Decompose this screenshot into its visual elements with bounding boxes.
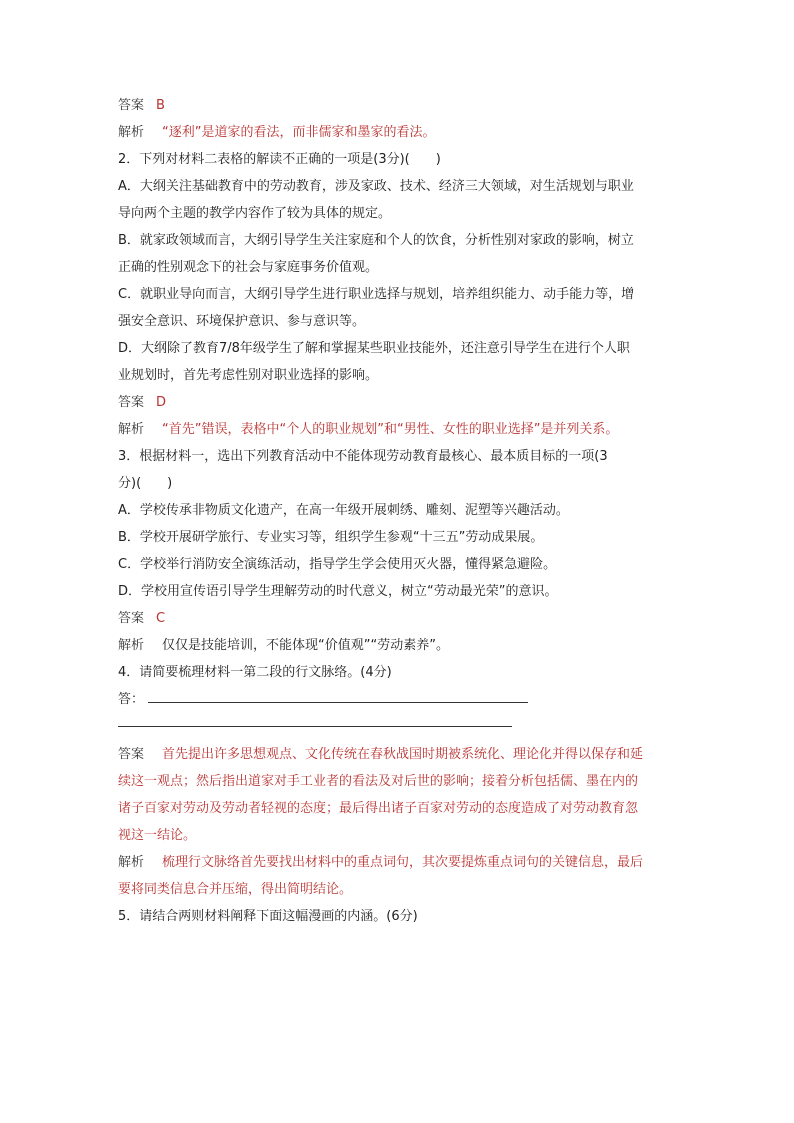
q2-stem: 2．下列对材料二表格的解读不正确的一项是(3分)( ) bbox=[118, 152, 441, 167]
analysis-label: 解析 bbox=[118, 422, 145, 437]
q3-option-c: C．学校举行消防安全演练活动，指导学生学会使用灭火器，懂得紧急避险。 bbox=[118, 557, 557, 572]
answer-label: 答案 bbox=[118, 611, 145, 626]
q3-stem-line1: 3．根据材料一，选出下列教育活动中不能体现劳动教育最核心、最本质目标的一项(3 bbox=[118, 449, 608, 464]
analysis-text: “逐利”是道家的看法，而非儒家和墨家的看法。 bbox=[162, 125, 436, 140]
q4-stem: 4．请简要梳理材料一第二段的行文脉络。(4分) bbox=[118, 665, 392, 680]
q2-option-a-line2: 导向两个主题的教学内容作了较为具体的规定。 bbox=[118, 206, 392, 221]
q2-option-c-line2: 强安全意识、环境保护意识、参与意识等。 bbox=[118, 314, 366, 329]
answer-value: D bbox=[156, 395, 167, 410]
answer-value: C bbox=[156, 611, 166, 626]
q3-option-a: A．学校传承非物质文化遗产，在高一年级开展刺绣、雕刻、泥塑等兴趣活动。 bbox=[118, 503, 569, 518]
answer-label: 答案 bbox=[118, 747, 145, 762]
analysis-text: 仅仅是技能培训，不能体现“价值观”“劳动素养”。 bbox=[162, 638, 449, 653]
q4-analysis-line2: 要将同类信息合并压缩，得出简明结论。 bbox=[118, 882, 353, 897]
q5-stem: 5．请结合两则材料阐释下面这幅漫画的内涵。(6分) bbox=[118, 909, 418, 924]
document-page bbox=[118, 92, 678, 930]
q3-option-d: D．学校用宣传语引导学生理解劳动的时代意义，树立“劳动最光荣”的意识。 bbox=[118, 584, 558, 599]
q4-analysis-line1 bbox=[118, 849, 678, 876]
q4-answer-prompt-line bbox=[118, 686, 678, 713]
q4-answer-line4: 视这一结论。 bbox=[118, 828, 197, 843]
analysis-text: 梳理行文脉络首先要找出材料中的重点词句，其次要提炼重点词句的关键信息，最后 bbox=[162, 855, 644, 870]
answer-blank-line-2[interactable] bbox=[118, 713, 512, 727]
q1-analysis-line bbox=[118, 119, 678, 146]
q2-option-b-line2: 正确的性别观念下的社会与家庭事务价值观。 bbox=[118, 260, 379, 275]
q4-answer-line3: 诸子百家对劳动及劳动者轻视的态度；最后得出诸子百家对劳动的态度造成了对劳动教育忽 bbox=[118, 801, 639, 816]
answer-value: B bbox=[156, 98, 165, 113]
analysis-label: 解析 bbox=[118, 125, 145, 140]
q3-analysis-line bbox=[118, 632, 678, 659]
q2-answer-line bbox=[118, 389, 678, 416]
q3-stem-line2: 分)( ) bbox=[118, 476, 173, 491]
q2-option-d-line1: D．大纲除了教育7/8年级学生了解和掌握某些职业技能外，还注意引导学生在进行个人职 bbox=[118, 341, 630, 356]
q3-answer-line bbox=[118, 605, 678, 632]
q2-analysis-line bbox=[118, 416, 678, 443]
analysis-label: 解析 bbox=[118, 855, 145, 870]
q2-option-c-line1: C．就职业导向而言，大纲引导学生进行职业选择与规划，培养组织能力、动手能力等，增 bbox=[118, 287, 635, 302]
q2-option-d-line2: 业规划时，首先考虑性别对职业选择的影响。 bbox=[118, 368, 379, 383]
answer-label: 答案 bbox=[118, 395, 145, 410]
answer-blank-line[interactable] bbox=[148, 688, 528, 703]
analysis-text: “首先”错误，表格中“个人的职业规划”和“男性、女性的职业选择”是并列关系。 bbox=[162, 422, 619, 437]
q2-option-b-line1: B．就家政领域而言，大纲引导学生关注家庭和个人的饮食，分析性别对家政的影响，树立 bbox=[118, 233, 634, 248]
answer-prompt: 答： bbox=[118, 692, 145, 707]
answer-text: 首先提出许多思想观点、文化传统在春秋战国时期被系统化、理论化并得以保存和延 bbox=[162, 747, 644, 762]
q4-answer-line1 bbox=[118, 741, 678, 768]
analysis-label: 解析 bbox=[118, 638, 145, 653]
q4-answer-line2: 续这一观点；然后指出道家对手工业者的看法及对后世的影响；接着分析包括儒、墨在内的 bbox=[118, 774, 639, 789]
answer-label: 答案 bbox=[118, 98, 145, 113]
q1-answer-line bbox=[118, 92, 678, 119]
q3-option-b: B．学校开展研学旅行、专业实习等，组织学生参观“十三五”劳动成果展。 bbox=[118, 530, 544, 545]
q2-option-a-line1: A．大纲关注基础教育中的劳动教育，涉及家政、技术、经济三大领域，对生活规划与职业 bbox=[118, 179, 634, 194]
